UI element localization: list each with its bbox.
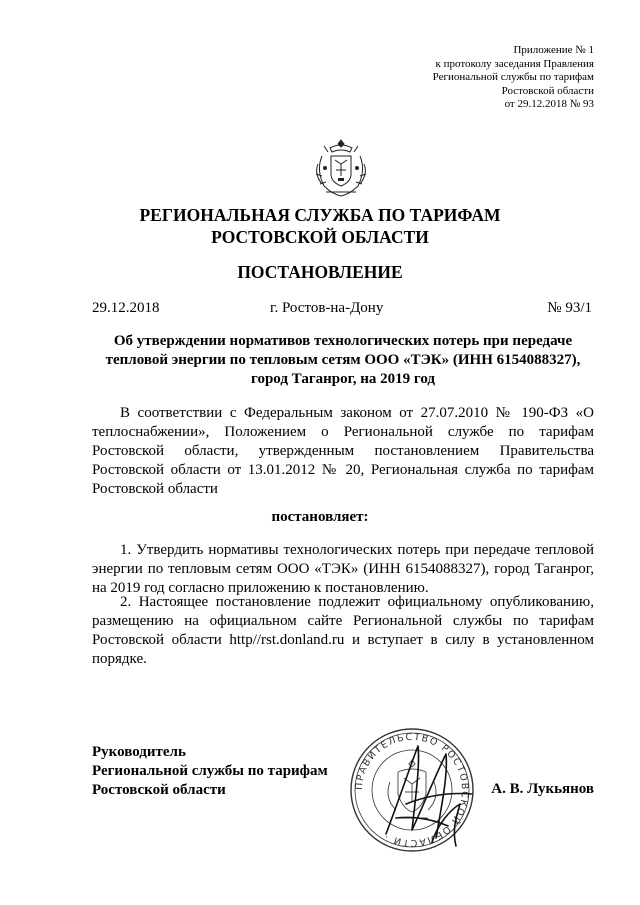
organization-title (0, 204, 640, 248)
document-number: № 93/1 (547, 300, 592, 316)
appendix-note (334, 44, 594, 112)
signatory-title-line: Руководитель (92, 744, 186, 760)
document-date: 29.12.2018 (92, 300, 160, 316)
organization-line: РОСТОВСКОЙ ОБЛАСТИ (211, 227, 429, 247)
subject-line: тепловой энергии по тепловым сетям ООО «ТЭК» (ИНН 6154088327), (105, 352, 581, 368)
appendix-line: от 29.12.2018 № 93 (504, 98, 594, 111)
svg-text:ПРАВИТЕЛЬСТВО РОСТОВСКОЙ ОБЛАС: ПРАВИТЕЛЬСТВО РОСТОВСКОЙ ОБЛАСТИ · (353, 731, 471, 849)
document-subject (92, 332, 594, 389)
handwritten-signature (376, 734, 486, 854)
appendix-line: Ростовской области (501, 84, 594, 97)
document-city: г. Ростов-на-Дону (270, 300, 384, 316)
preamble-text: В соответствии с Федеральным законом от 27.07.2010 № 190-ФЗ «О теплоснабжении», Положением о Региональной службе по тарифам Ростовской области, утвержденным постановлением Правительства Ростовской области от 13.01.2012 № 20, Региональная служба по тарифам Ростовской области (92, 405, 594, 497)
coat-of-arms-icon (308, 134, 374, 200)
decree-item-2: 2. Настоящее постановление подлежит официальному опубликованию, размещению на официальном сайте Региональной службы по тарифам Ростовской области http//rst.donland.ru и вступает в силу в установленном порядке. (92, 594, 594, 667)
decree-item-1: 1. Утвердить нормативы технологических потерь при передаче тепловой энергии по тепловым сетям ООО «ТЭК» (ИНН 6154088327), город Таганрог, на 2019 год согласно приложению к постановлению. (92, 542, 594, 596)
appendix-line: к протоколу заседания Правления (435, 57, 594, 70)
appendix-line: Региональной службы по тарифам (432, 71, 594, 84)
preamble-paragraph (92, 404, 594, 499)
appendix-line: Приложение № 1 (513, 44, 594, 56)
subject-line: Об утверждении нормативов технологических потерь при передаче (113, 333, 573, 349)
signatory-title-line: Ростовской области (92, 782, 226, 798)
subject-line: город Таганрог, на 2019 год (251, 371, 435, 387)
signatory-title-line: Региональной службы по тарифам (92, 763, 328, 779)
signatory-title (92, 743, 328, 800)
decrees-word: постановляет: (271, 509, 369, 525)
organization-line: РЕГИОНАЛЬНАЯ СЛУЖБА ПО ТАРИФАМ (139, 205, 501, 225)
document-type: ПОСТАНОВЛЕНИЕ (237, 262, 403, 282)
signatory-name: А. В. Лукьянов (491, 781, 594, 797)
